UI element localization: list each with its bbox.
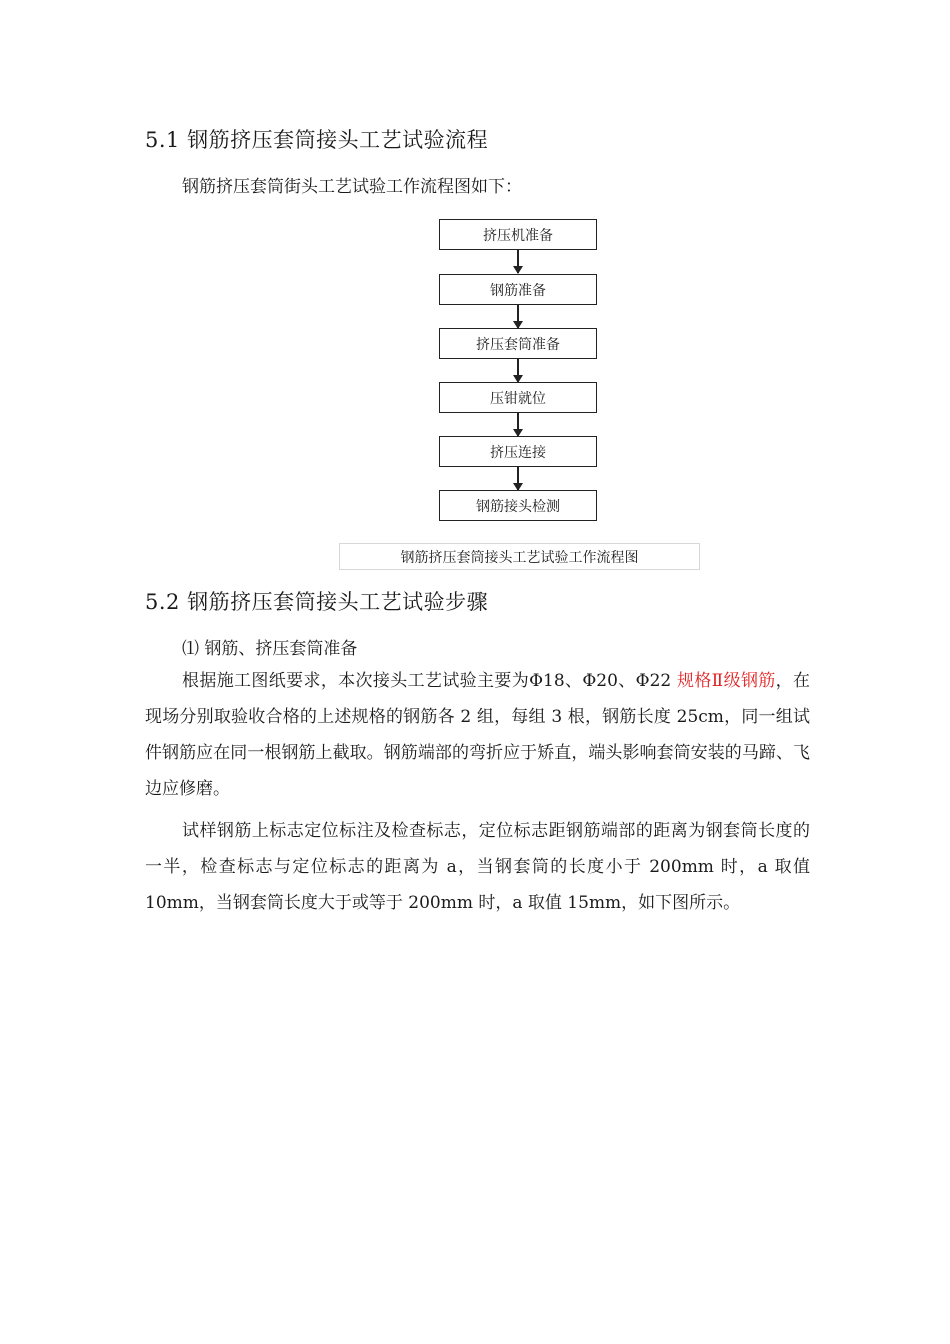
- flow-step-3: 挤压套筒准备: [439, 328, 597, 359]
- flow-arrow-3: [517, 359, 519, 382]
- flow-step-5: 挤压连接: [439, 436, 597, 467]
- flow-step-6: 钢筋接头检测: [439, 490, 597, 521]
- flow-arrow-2: [517, 305, 519, 328]
- paragraph-1-text-after: ，在现场分别取验收合格的上述规格的钢筋各 2 组，每组 3 根，钢筋长度 25cm，同一组试件钢筋应在同一根钢筋上截取。钢筋端部的弯折应于矫直，端头影响套筒安装的马蹄、飞边应修磨。: [145, 671, 811, 799]
- paragraph-1-highlight: 规格Ⅱ级钢筋: [676, 671, 776, 691]
- paragraph-1-text-before: 根据施工图纸要求，本次接头工艺试验主要为Φ18、Φ20、Φ22: [182, 671, 677, 691]
- flow-step-2: 钢筋准备: [439, 274, 597, 305]
- flow-step-1: 挤压机准备: [439, 219, 597, 250]
- flowchart-intro-text: 钢筋挤压套筒街头工艺试验工作流程图如下：: [182, 177, 522, 197]
- paragraph-2: 试样钢筋上标志定位标注及检查标志，定位标志距钢筋端部的距离为钢套筒长度的一半，检查标志与定位标志的距离为 a，当钢套筒的长度小于 200mm 时，a 取值 10mm，当钢套筒长度大于或等于 200mm 时，a 取值 15mm，如下图所示。: [145, 821, 810, 913]
- section-heading-5-1: 5.1 钢筋挤压套筒接头工艺试验流程: [145, 128, 489, 152]
- flow-arrow-5: [517, 467, 519, 490]
- list-item-1: ⑴ 钢筋、挤压套筒准备: [182, 639, 358, 659]
- paragraph-1: [145, 663, 810, 807]
- flowchart-caption: 钢筋挤压套筒接头工艺试验工作流程图: [339, 543, 700, 570]
- flow-arrow-1: [517, 250, 519, 273]
- flow-step-4: 压钳就位: [439, 382, 597, 413]
- flow-arrow-4: [517, 413, 519, 436]
- section-heading-5-2: 5.2 钢筋挤压套筒接头工艺试验步骤: [145, 590, 489, 614]
